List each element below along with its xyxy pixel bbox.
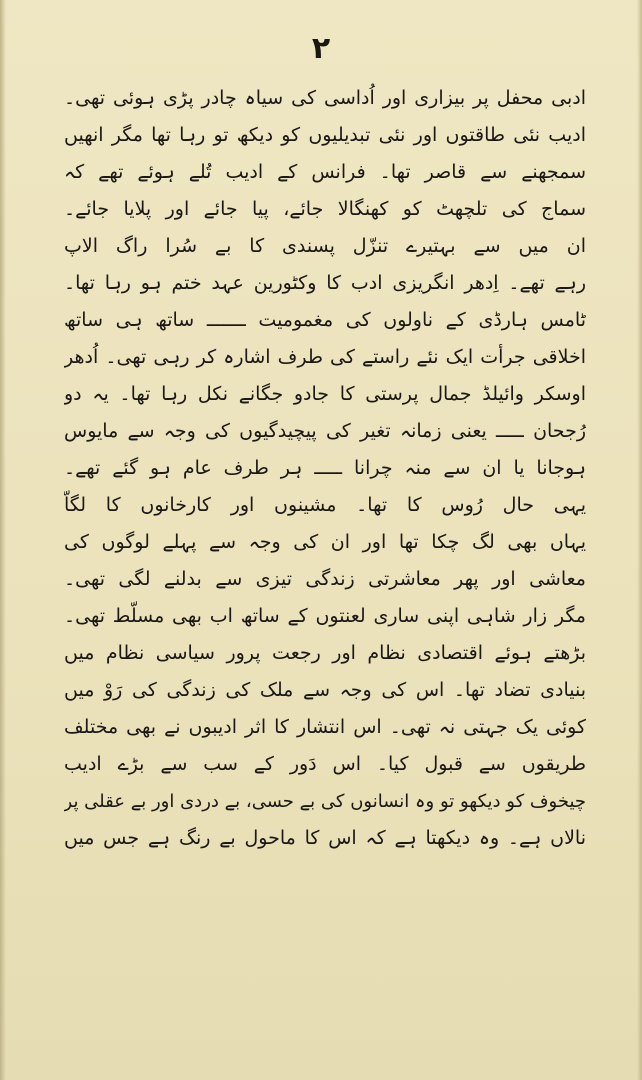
- text-line: اوسکر وائیلڈ جمال پرستی کا جادو جگانے نکل رہا تھا۔ یہ دو: [64, 383, 586, 405]
- text-line: سماج کی تلچھٹ کو کھنگالا جائے، پیا جائے اور پلایا جائے۔: [64, 198, 586, 220]
- page-edge-shadow-left: [0, 0, 6, 1080]
- text-line: معاشی اور پھر معاشرتی زندگی تیزی سے بدلنے لگی تھی۔: [64, 568, 586, 590]
- text-line: یہی حال رُوس کا تھا۔ مشینوں اور کارخانوں کا لگاّ: [64, 494, 586, 516]
- text-line: بنیادی تضاد تھا۔ اس کی وجہ سے ملک کی زندگی کی رَوْ میں: [64, 679, 586, 701]
- text-line: طریقوں سے قبول کیا۔ اس دَور کے سب سے بڑے ادیب: [64, 753, 586, 775]
- text-line: کوئی یک جہتی نہ تھی۔ اس انتشار کا اثر ادیبوں نے بھی مختلف: [64, 716, 586, 738]
- page-number: ۲: [311, 31, 331, 66]
- text-line: سمجھنے سے قاصر تھا۔ فرانس کے ادیب تُلے ہوئے تھے کہ: [64, 161, 586, 183]
- text-line: نالاں ہے۔ وہ دیکھتا ہے کہ اس کا ماحول بے رنگ ہے جس میں: [64, 827, 586, 849]
- text-line: رہے تھے۔ اِدھر انگریزی ادب کا وکٹورین عہد ختم ہو رہا تھا۔: [64, 272, 586, 294]
- text-line: ادبی محفل پر بیزاری اور اُداسی کی سیاہ چادر پڑی ہوئی تھی۔: [64, 87, 586, 109]
- text-line: ان میں سے بہتیرے تنزّل پسندی کا بے سُرا راگ الاپ: [64, 235, 586, 257]
- text-line: رُجحان ـــــ یعنی زمانہ تغیر کی پیچیدگیوں کی وجہ سے مایوس: [64, 420, 586, 442]
- text-line: ٹامس ہارڈی کے ناولوں کی مغمومیت ـــــــ ساتھ ہی ساتھ: [64, 309, 586, 331]
- text-line: بڑھتے ہوئے اقتصادی نظام اور رجعت پرور سیاسی نظام میں: [64, 642, 586, 664]
- text-line: یہاں بھی لگ چکا تھا اور ان کی وجہ سے پہلے لوگوں کی: [64, 531, 586, 553]
- text-line: ادیب نئی طاقتوں اور نئی تبدیلیوں کو دیکھ تو رہا تھا مگر انھیں: [64, 124, 586, 146]
- text-line: مگر زار شاہی اپنی ساری لعنتوں کے ساتھ اب بھی مسلّط تھی۔: [64, 605, 586, 627]
- page-edge-shadow-right: [637, 0, 642, 1080]
- text-line: اخلاقی جرأت ایک نئے راستے کی طرف اشارہ کر رہی تھی۔ اُدھر: [64, 346, 586, 368]
- urdu-text-body: [64, 80, 586, 857]
- text-line: چیخوف کو دیکھو تو وہ انسانوں کی بے حسی، بے دردی اور بے عقلی پر: [64, 791, 586, 812]
- text-line: ہوجانا یا ان سے منہ چرانا ـــــ ہر طرف عام ہو گئے تھے۔: [64, 457, 586, 479]
